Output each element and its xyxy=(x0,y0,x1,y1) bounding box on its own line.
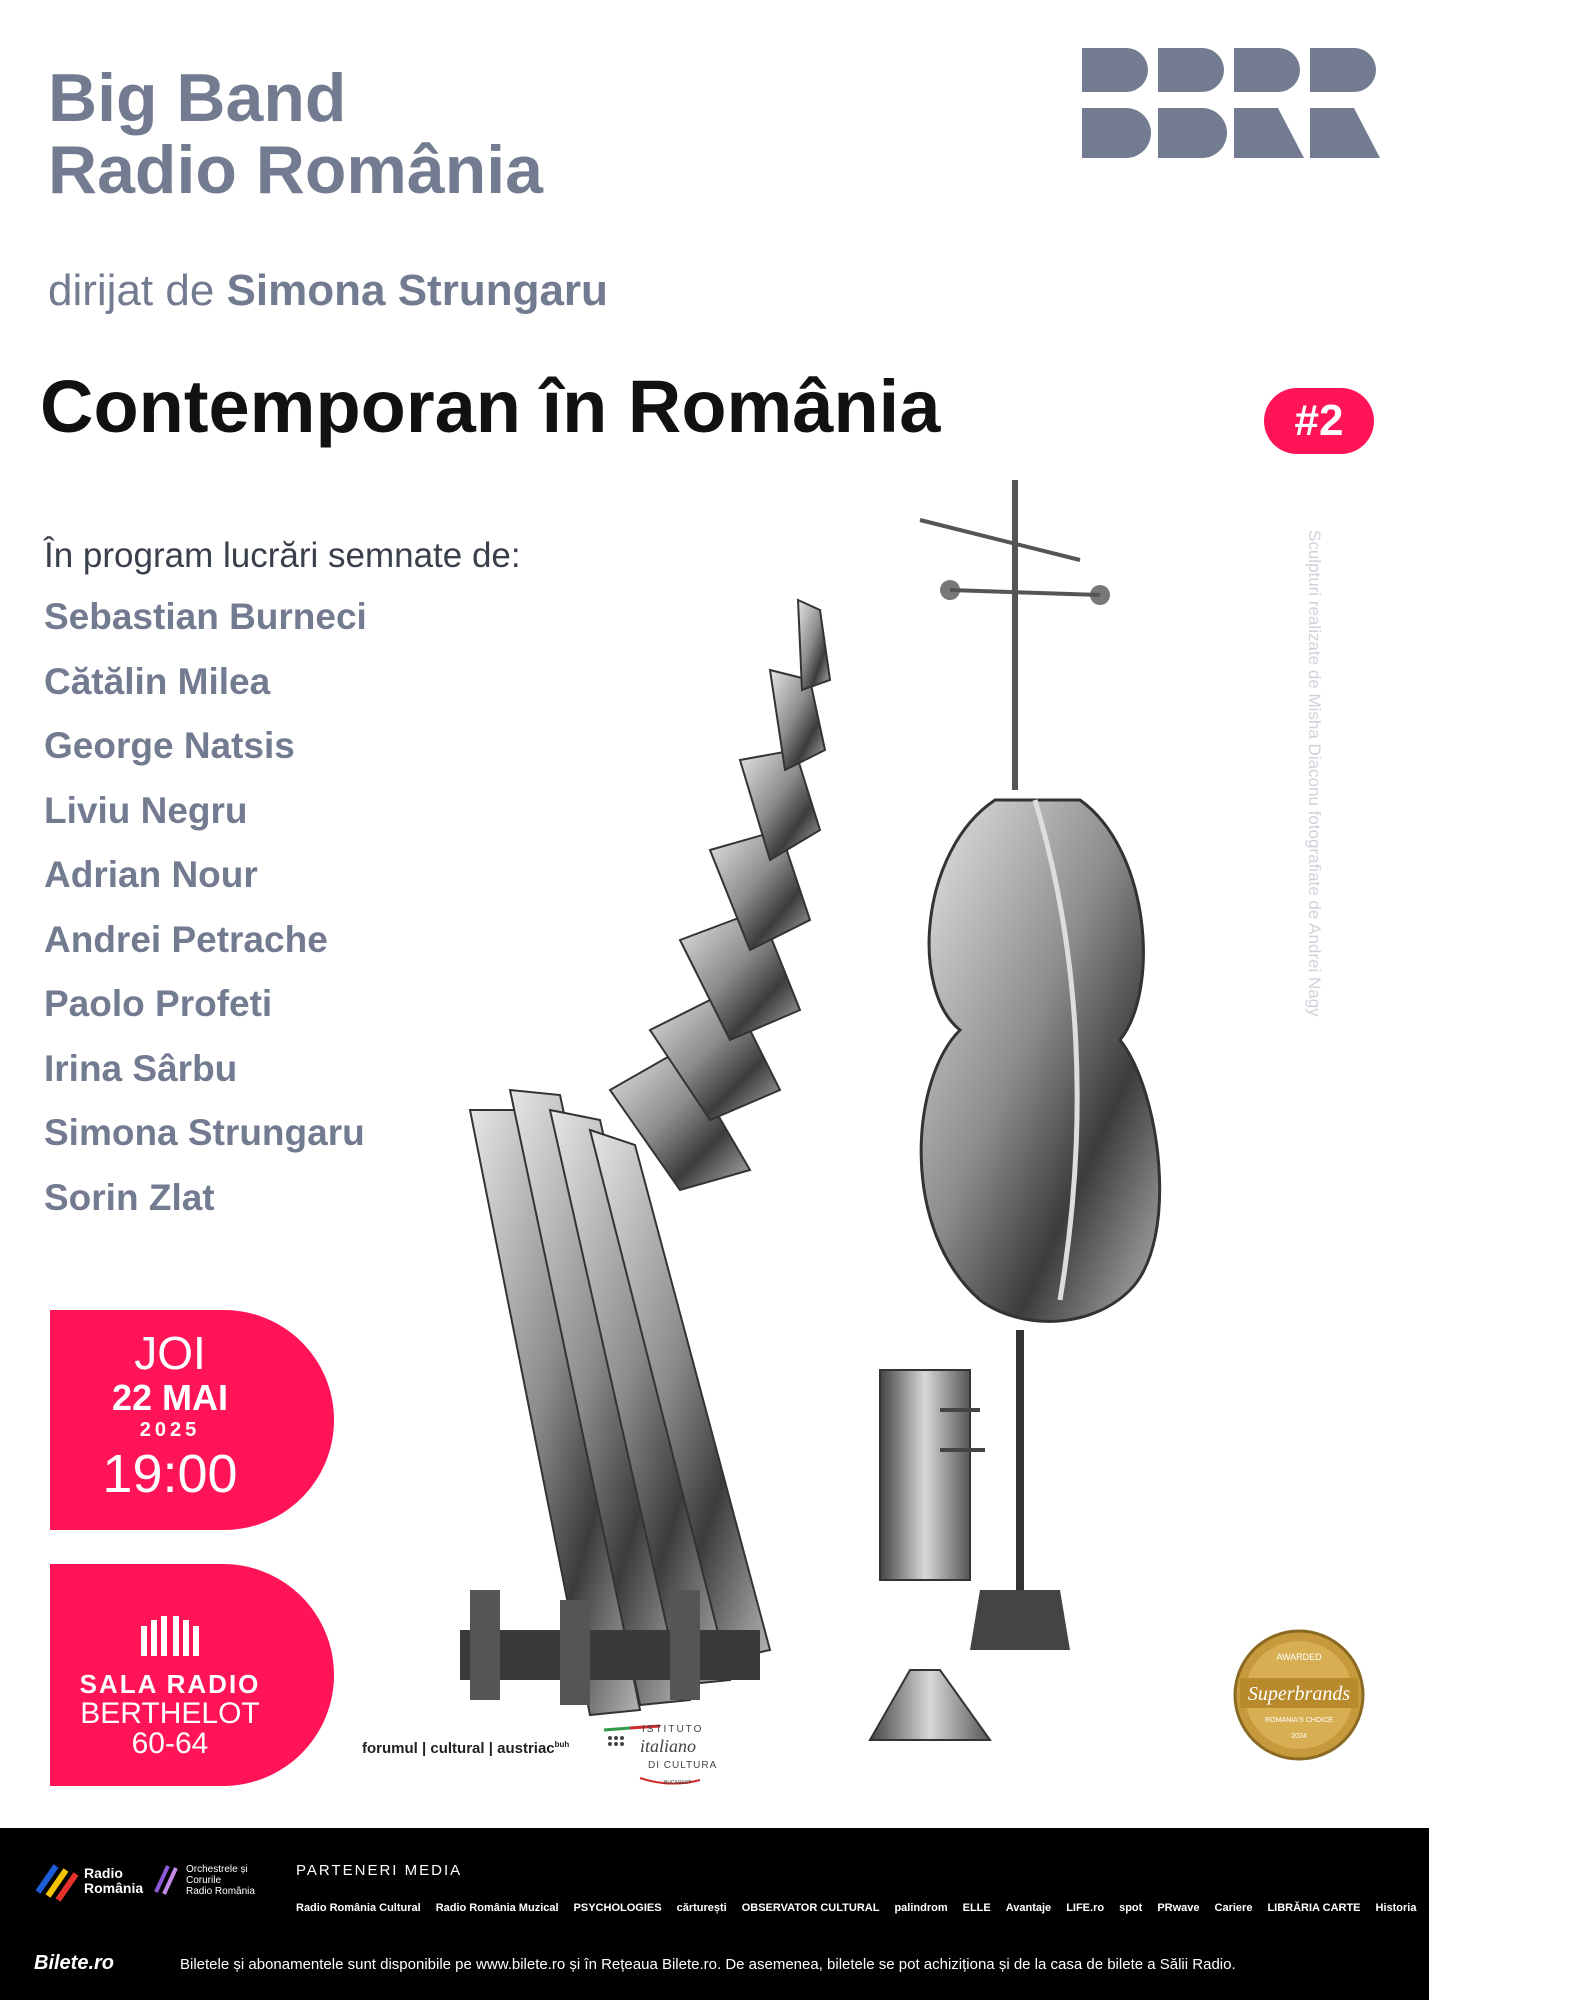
svg-text:ROMANIA'S CHOICE: ROMANIA'S CHOICE xyxy=(1265,1717,1333,1724)
orchestras-label: Orchestrele și Corurile Radio România xyxy=(186,1864,255,1897)
partner-logo: Cariere xyxy=(1214,1902,1253,1914)
sala-radio-icon xyxy=(139,1612,201,1656)
composer-item: Cătălin Milea xyxy=(44,660,271,702)
superbrands-badge xyxy=(1232,1628,1366,1762)
partner-logo: cărturești xyxy=(676,1902,727,1914)
conductor-line xyxy=(48,266,608,316)
ticket-info-text: Biletele și abonamentele sunt disponibile pe www.bilete.ro și în Rețeaua Bilete.ro. De asemenea, biletele se pot achiziționa și de la casa de bilete a Sălii Radio. xyxy=(180,1956,1236,1973)
partners-logos xyxy=(296,1893,1584,1923)
event-time: 19:00 xyxy=(102,1444,238,1504)
composer-list xyxy=(44,592,367,1237)
radio-romania-icon xyxy=(34,1862,78,1902)
partner-logo: spot xyxy=(1119,1902,1143,1914)
composer-item: Andrei Petrache xyxy=(44,918,328,960)
composer-item: George Natsis xyxy=(44,725,295,766)
partner-logo: Historia xyxy=(1375,1902,1417,1914)
composer-item: Paolo Profeti xyxy=(44,983,273,1024)
partner-logo: PSYCHOLOGIES xyxy=(573,1902,662,1914)
composer-item: Simona Strungaru xyxy=(44,1112,365,1153)
orchestras-icon xyxy=(154,1862,182,1898)
partner-logo: palindrom xyxy=(894,1902,948,1914)
partner-logo: DILEMA xyxy=(1431,1902,1474,1914)
svg-text:DI CULTURA: DI CULTURA xyxy=(648,1760,718,1771)
forum-cultural-austriac-logo: forumul | cultural | austriac$^{buh}$ xyxy=(362,1740,570,1757)
partner-logo: LiterNet xyxy=(1542,1902,1584,1914)
radio-romania-label: Radio România xyxy=(84,1865,144,1896)
venue-number: 60-64 xyxy=(131,1727,209,1760)
conductor-prefix: dirijat de xyxy=(48,266,215,315)
svg-text:Superbrands: Superbrands xyxy=(1247,1683,1351,1705)
band-title-line1: Big Band xyxy=(48,60,347,136)
istituto-italiano-logo xyxy=(600,1718,740,1788)
venue-name: SALA RADIO xyxy=(79,1669,261,1699)
band-title xyxy=(48,62,543,206)
composer-item: Sebastian Burneci xyxy=(44,596,367,637)
partner-logo: PRwave xyxy=(1157,1902,1200,1914)
conductor-name: Simona Strungaru xyxy=(226,266,608,315)
event-year: 2025 xyxy=(139,1419,201,1441)
venue-street: BERTHELOT xyxy=(80,1697,260,1730)
partner-logo: ELLE xyxy=(962,1902,991,1914)
svg-text:ISTITUTO: ISTITUTO xyxy=(642,1724,704,1735)
partner-logo: Radio România Muzical xyxy=(435,1902,559,1914)
composer-item: Sorin Zlat xyxy=(44,1176,215,1218)
svg-text:AWARDED: AWARDED xyxy=(1276,1652,1322,1662)
partner-logo: Avantaje xyxy=(1005,1902,1052,1914)
bilete-ro-logo: Bilete.ro xyxy=(34,1952,115,1974)
metal-sculpture-image xyxy=(440,470,1260,1780)
partner-logo: OBSERVATOR CULTURAL xyxy=(741,1902,880,1914)
photo-credit: Sculpturi realizate de Misha Diaconu fotografiate de Andrei Nagy xyxy=(1305,530,1324,1017)
partner-logo: LIBRĂRIA CARTE xyxy=(1267,1902,1361,1914)
edition-badge: #2 xyxy=(1264,388,1374,454)
event-day: JOI xyxy=(134,1327,206,1379)
partner-logo: Radio România Cultural xyxy=(296,1902,421,1914)
partner-logo: MATCA xyxy=(1488,1902,1528,1914)
wing-sculpture xyxy=(460,600,830,1715)
band-title-line2: Radio România xyxy=(48,132,543,208)
composer-item: Liviu Negru xyxy=(44,789,248,831)
svg-text:italiano: italiano xyxy=(640,1736,697,1756)
composer-item: Irina Sârbu xyxy=(44,1047,238,1089)
svg-text:BUCAREST: BUCAREST xyxy=(664,1780,692,1786)
composer-item: Adrian Nour xyxy=(44,854,258,895)
concert-title: Contemporan în România xyxy=(40,365,941,448)
partner-logo: LIFE.ro xyxy=(1066,1902,1105,1914)
event-date-card xyxy=(50,1310,334,1530)
program-intro: În program lucrări semnate de: xyxy=(44,536,521,575)
trumpet-sculpture xyxy=(870,1240,990,1740)
partners-label: PARTENERI MEDIA xyxy=(296,1862,463,1879)
bbrr-logo xyxy=(1082,48,1382,164)
svg-text:2024: 2024 xyxy=(1291,1733,1307,1740)
venue-card xyxy=(50,1564,334,1786)
event-date: 22 MAI xyxy=(111,1377,229,1418)
